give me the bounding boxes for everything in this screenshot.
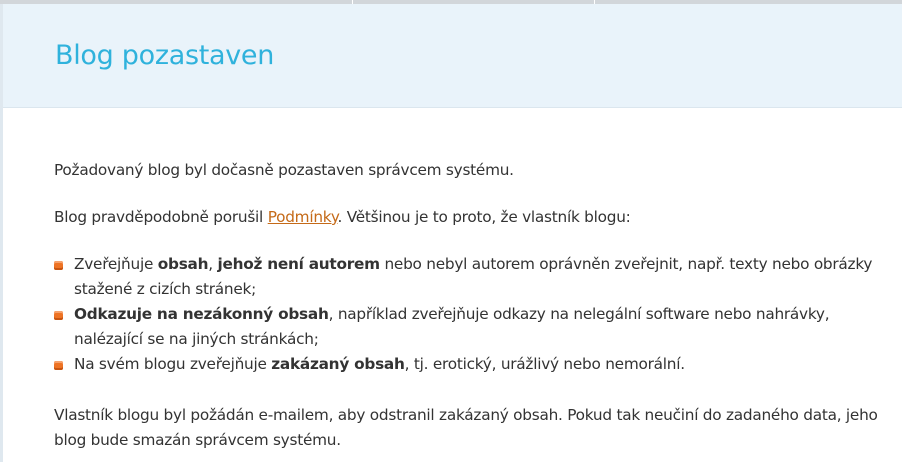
violation-reasons-list [54,252,894,377]
reason-emphasis: Odkazuje na nezákonný obsah [74,305,329,323]
page-header [3,4,902,108]
reason-text: , [208,255,218,273]
reason-text: , tj. erotický, urážlivý nebo nemorální. [404,355,685,373]
orange-square-bullet-icon [54,311,63,320]
reason-emphasis: zakázaný obsah [271,355,405,373]
violation-intro-text: Blog pravděpodobně porušil [54,208,268,226]
reason-text: Zveřejňuje [74,255,158,273]
reason-text: nebo nebyl autorem oprávněn zveřejnit, např. texty nebo obrázky stažené z cizích stránek; [74,255,873,298]
terms-link[interactable]: Podmínky [267,208,338,226]
suspension-notice: Požadovaný blog byl dočasně pozastaven správcem systému. [54,161,514,179]
reason-text: Na svém blogu zveřejňuje [74,355,272,373]
list-item [54,352,894,377]
violation-intro [54,205,631,230]
orange-square-bullet-icon [54,361,63,370]
reason-text: , například zveřejňuje odkazy na nelegální software nebo nahrávky, nalézající se na jiných stránkách; [74,305,830,348]
orange-square-bullet-icon [54,261,63,270]
reason-emphasis: obsah [157,255,209,273]
list-item [54,302,894,352]
deletion-warning: Vlastník blogu byl požádán e-mailem, aby odstranil zakázaný obsah. Pokud tak neučiní do zadaného data, jeho blog bude smazán správcem systému. [54,406,878,449]
violation-intro-text-end: . Většinou je to proto, že vlastník blogu: [337,208,631,226]
page-title: Blog pozastaven [55,40,275,71]
reason-emphasis: jehož není autorem [217,255,380,273]
list-item [54,252,894,302]
